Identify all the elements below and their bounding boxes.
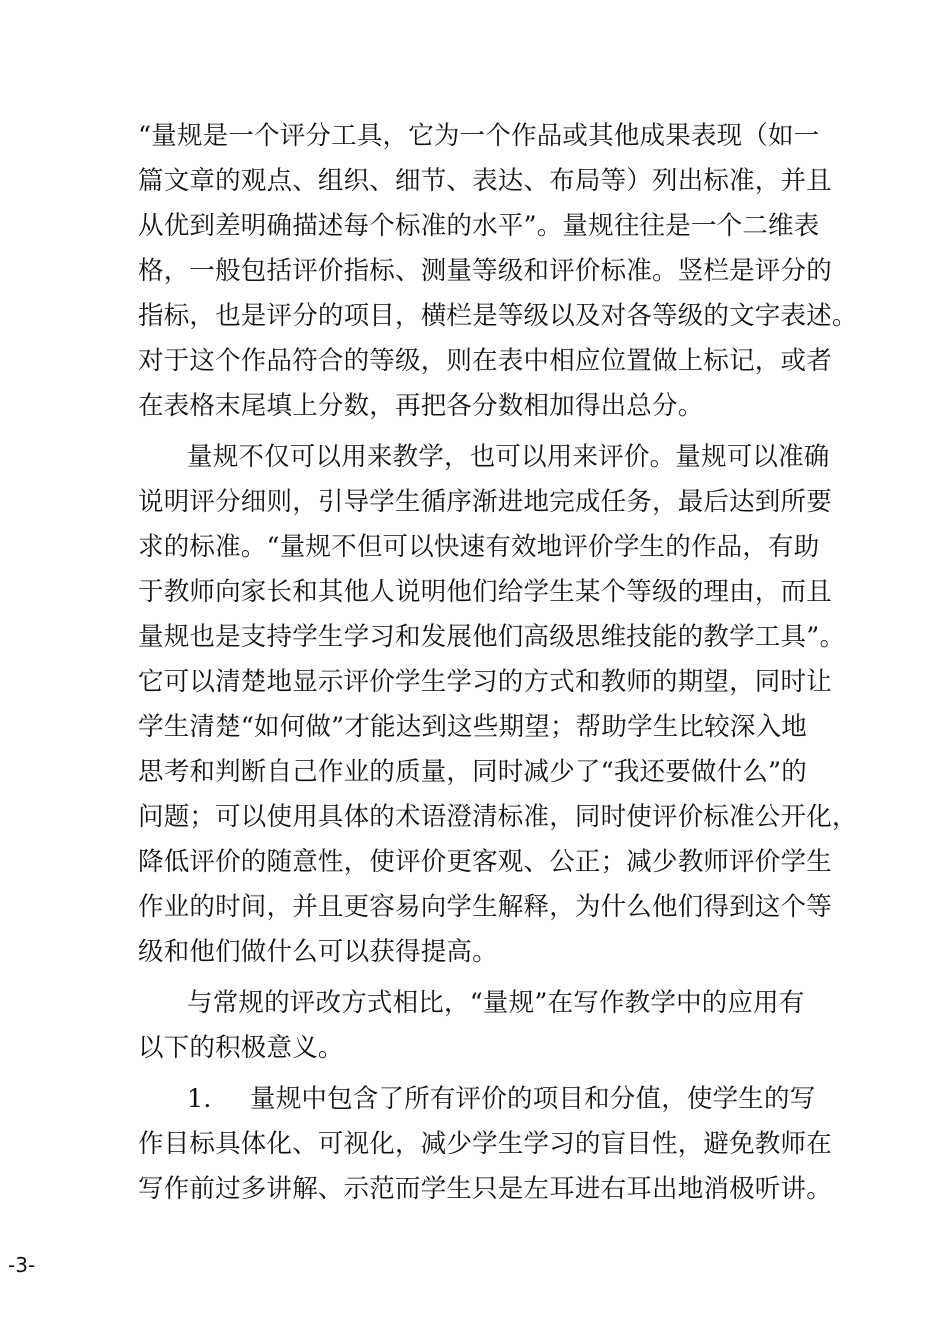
text-line: “量规是一个评分工具，它为一个作品或其他成果表现（如一 [138,121,820,151]
text-line: 指标，也是评分的项目，横栏是等级以及对各等级的文字表述。 [138,301,858,331]
text-line: 写作前过多讲解、示范而学生只是左耳进右耳出地消极听讲。 [138,1174,832,1204]
text-line: 在表格末尾填上分数，再把各分数相加得出总分。 [138,391,704,421]
page-number: -3- [8,1253,36,1277]
text-line: 量规也是支持学生学习和发展他们高级思维技能的教学工具”。 [138,622,846,652]
text-line: 问题；可以使用具体的术语澄清标准，同时使评价标准公开化， [138,802,858,832]
text-line: 与常规的评改方式相比，“量规”在写作教学中的应用有 [187,988,805,1018]
text-line: 学生清楚“如何做”才能达到这些期望；帮助学生比较深入地 [138,712,807,742]
text-line: 篇文章的观点、组织、细节、表达、布局等）列出标准，并且 [138,166,832,196]
text-line: 从优到差明确描述每个标准的水平”。量规往往是一个二维表 [138,211,820,241]
text-line: 求的标准。“量规不但可以快速有效地评价学生的作品，有助 [138,532,820,562]
text-line: 它可以清楚地显示评价学生学习的方式和教师的期望，同时让 [138,667,832,697]
text-line: 作业的时间，并且更容易向学生解释，为什么他们得到这个等 [138,892,832,922]
text-line: 格，一般包括评价指标、测量等级和评价标准。竖栏是评分的 [138,256,832,286]
text-line: 对于这个作品符合的等级，则在表中相应位置做上标记，或者 [138,346,832,376]
text-line: 作目标具体化、可视化，减少学生学习的盲目性，避免教师在 [138,1129,832,1159]
text-line: 级和他们做什么可以获得提高。 [138,937,498,967]
text-line: 以下的积极意义。 [138,1033,344,1063]
text-line: 思考和判断自己作业的质量，同时减少了“我还要做什么”的 [138,757,807,787]
text-line: 于教师向家长和其他人说明他们给学生某个等级的理由，而且 [138,577,832,607]
text-line: 说明评分细则，引导学生循序渐进地完成任务，最后达到所要 [138,487,832,517]
text-line: 量规中包含了所有评价的项目和分值，使学生的写 [250,1084,816,1114]
text-line: 量规不仅可以用来教学，也可以用来评价。量规可以准确 [187,442,830,472]
text-line: 降低评价的随意性，使评价更客观、公正；减少教师评价学生 [138,847,832,877]
list-number: 1. [187,1084,212,1114]
